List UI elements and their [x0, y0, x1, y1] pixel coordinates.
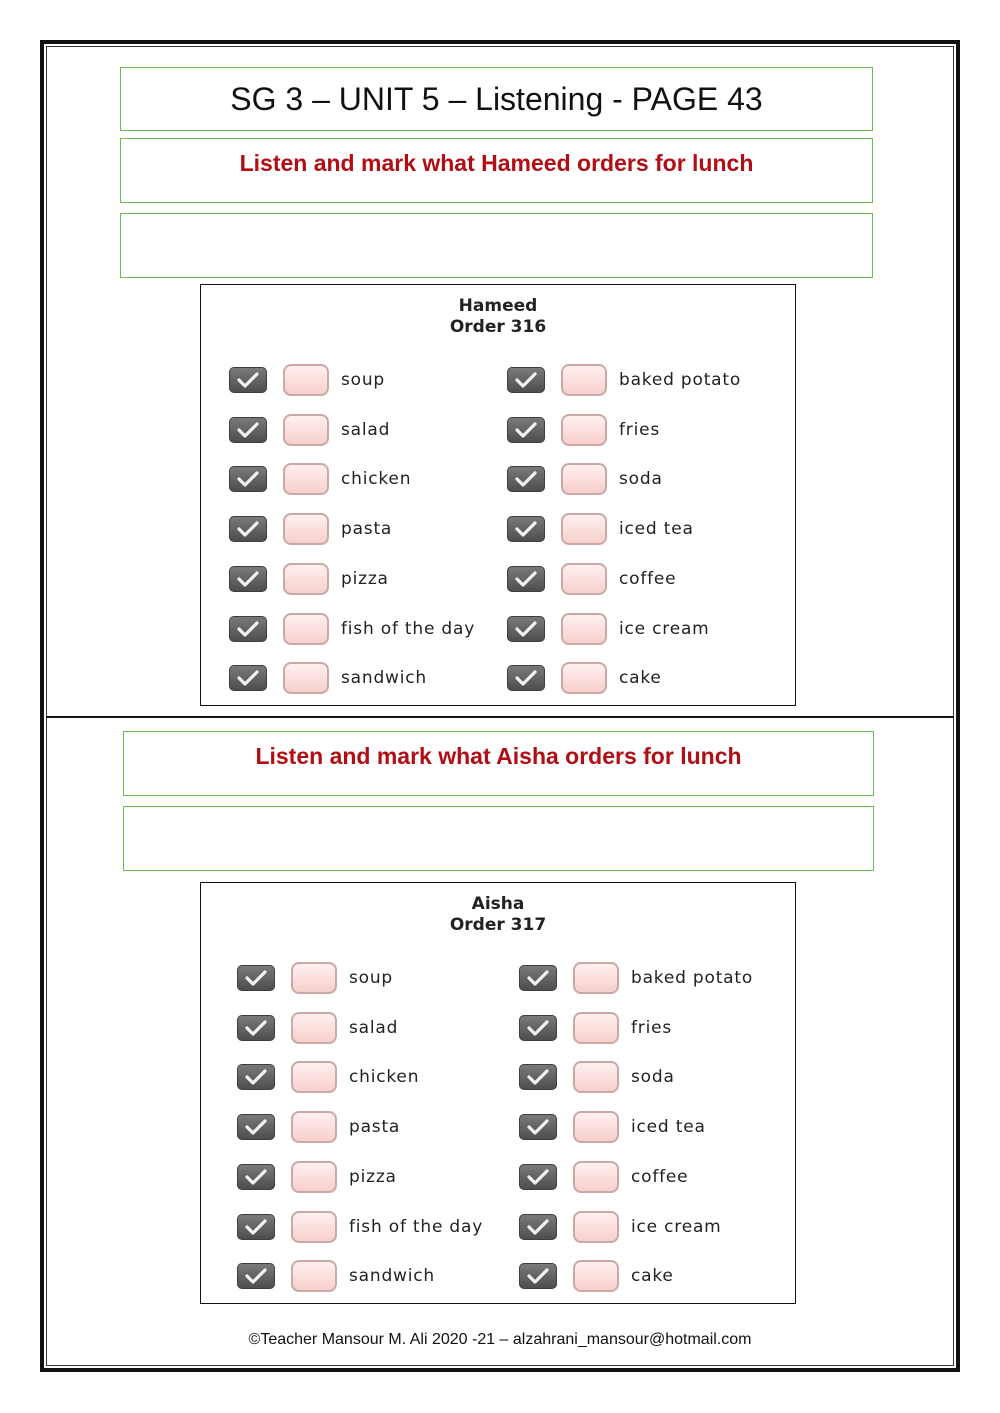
answer-box[interactable]	[291, 1111, 337, 1143]
food-item-label: pizza	[341, 568, 389, 589]
answer-box[interactable]	[561, 364, 607, 396]
check-button[interactable]	[237, 1214, 275, 1240]
section-divider	[46, 716, 954, 718]
answer-box[interactable]	[291, 962, 337, 994]
instruction-box-aisha	[123, 731, 874, 796]
answer-box[interactable]	[573, 1111, 619, 1143]
answer-box[interactable]	[561, 414, 607, 446]
customer-name: Hameed	[458, 296, 538, 316]
food-option-row	[229, 612, 475, 646]
checkmark-icon	[526, 969, 550, 987]
food-option-row	[237, 1110, 400, 1144]
food-item-label: salad	[341, 419, 391, 440]
answer-box[interactable]	[573, 962, 619, 994]
food-option-row	[507, 413, 660, 447]
check-button[interactable]	[229, 466, 267, 492]
check-button[interactable]	[237, 1064, 275, 1090]
checkmark-icon	[526, 1019, 550, 1037]
food-item-label: soda	[631, 1067, 675, 1088]
instruction-aisha: Listen and mark what Aisha orders for lunch	[255, 743, 742, 769]
check-button[interactable]	[519, 1015, 557, 1041]
answer-box[interactable]	[283, 662, 329, 694]
food-item-label: baked potato	[619, 370, 742, 390]
food-option-row	[229, 512, 392, 546]
check-button[interactable]	[229, 665, 267, 691]
food-option-row	[229, 562, 389, 596]
answer-box[interactable]	[291, 1260, 337, 1292]
answer-box[interactable]	[573, 1211, 619, 1243]
answer-box[interactable]	[291, 1211, 337, 1243]
answer-box[interactable]	[573, 1061, 619, 1093]
check-button[interactable]	[507, 665, 545, 691]
answer-box[interactable]	[291, 1012, 337, 1044]
food-option-row	[237, 1210, 483, 1244]
food-item-label: cake	[631, 1266, 674, 1287]
food-option-row	[507, 363, 741, 397]
checkmark-icon	[236, 520, 260, 538]
order-number: Order 316	[449, 317, 547, 337]
check-button[interactable]	[519, 1263, 557, 1289]
food-item-label: coffee	[631, 1166, 689, 1187]
checkmark-icon	[514, 620, 538, 638]
food-item-label: chicken	[349, 1067, 420, 1088]
food-option-row	[519, 1210, 722, 1244]
answer-drop-box-aisha[interactable]	[123, 806, 874, 871]
order-card-header	[201, 296, 795, 338]
answer-box[interactable]	[561, 613, 607, 645]
food-option-row	[507, 661, 662, 695]
food-item-label: coffee	[619, 568, 677, 589]
page-title: SG 3 – UNIT 5 – Listening - PAGE 43	[230, 80, 763, 117]
food-option-row	[237, 1160, 397, 1194]
food-option-row	[507, 612, 710, 646]
food-item-label: fries	[619, 419, 661, 440]
answer-drop-box-hameed[interactable]	[120, 213, 873, 278]
food-item-label: baked potato	[631, 968, 754, 988]
check-button[interactable]	[507, 616, 545, 642]
food-option-row	[237, 961, 393, 995]
checkmark-icon	[236, 570, 260, 588]
food-item-label: cake	[619, 668, 662, 689]
food-item-label: soup	[349, 968, 394, 988]
check-button[interactable]	[237, 1164, 275, 1190]
order-card-header	[201, 894, 795, 936]
food-option-row	[237, 1259, 435, 1293]
food-item-label: iced tea	[631, 1117, 706, 1138]
food-item-label: ice cream	[631, 1216, 722, 1237]
checkmark-icon	[514, 570, 538, 588]
food-option-row	[229, 363, 385, 397]
instruction-hameed: Listen and mark what Hameed orders for lunch	[239, 150, 754, 176]
checkmark-icon	[244, 969, 268, 987]
food-item-label: iced tea	[619, 519, 694, 540]
answer-box[interactable]	[573, 1161, 619, 1193]
answer-box[interactable]	[283, 563, 329, 595]
food-option-row	[519, 1160, 688, 1194]
check-button[interactable]	[507, 516, 545, 542]
check-button[interactable]	[229, 566, 267, 592]
check-button[interactable]	[237, 965, 275, 991]
food-item-label: pizza	[349, 1166, 397, 1187]
food-item-label: fries	[631, 1017, 673, 1038]
check-button[interactable]	[519, 1164, 557, 1190]
footer-credit: ©Teacher Mansour M. Ali 2020 -21 – alzahrani_mansour@hotmail.com	[248, 1331, 752, 1348]
checkmark-icon	[236, 421, 260, 439]
food-option-row	[229, 462, 411, 496]
food-option-row	[237, 1060, 419, 1094]
checkmark-icon	[514, 520, 538, 538]
answer-box[interactable]	[283, 414, 329, 446]
check-button[interactable]	[519, 1114, 557, 1140]
check-button[interactable]	[237, 1263, 275, 1289]
answer-box[interactable]	[283, 613, 329, 645]
check-button[interactable]	[229, 417, 267, 443]
check-button[interactable]	[507, 367, 545, 393]
food-option-row	[507, 462, 663, 496]
food-item-label: sandwich	[349, 1266, 435, 1287]
food-item-label: fish of the day	[349, 1216, 484, 1237]
answer-box[interactable]	[561, 463, 607, 495]
food-option-row	[507, 562, 676, 596]
answer-box[interactable]	[561, 563, 607, 595]
food-item-label: pasta	[349, 1117, 401, 1138]
checkmark-icon	[526, 1218, 550, 1236]
check-button[interactable]	[519, 1214, 557, 1240]
checkmark-icon	[514, 421, 538, 439]
food-option-row	[237, 1011, 398, 1045]
checkmark-icon	[514, 470, 538, 488]
food-option-row	[229, 661, 427, 695]
checkmark-icon	[244, 1267, 268, 1285]
checkmark-icon	[236, 669, 260, 687]
checkmark-icon	[526, 1068, 550, 1086]
checkmark-icon	[244, 1118, 268, 1136]
check-button[interactable]	[519, 1064, 557, 1090]
food-option-row	[519, 1011, 672, 1045]
checkmark-icon	[244, 1168, 268, 1186]
answer-box[interactable]	[573, 1012, 619, 1044]
answer-box[interactable]	[573, 1260, 619, 1292]
checkmark-icon	[514, 669, 538, 687]
checkmark-icon	[236, 371, 260, 389]
answer-box[interactable]	[561, 662, 607, 694]
order-card-hameed	[200, 284, 796, 706]
check-button[interactable]	[507, 417, 545, 443]
check-button[interactable]	[519, 965, 557, 991]
food-item-label: fish of the day	[341, 618, 476, 639]
check-button[interactable]	[237, 1015, 275, 1041]
checkmark-icon	[526, 1118, 550, 1136]
checkmark-icon	[244, 1218, 268, 1236]
food-item-label: ice cream	[619, 618, 710, 639]
check-button[interactable]	[507, 566, 545, 592]
answer-box[interactable]	[283, 463, 329, 495]
check-button[interactable]	[229, 616, 267, 642]
answer-box[interactable]	[561, 513, 607, 545]
check-button[interactable]	[237, 1114, 275, 1140]
food-item-label: soup	[341, 370, 386, 390]
food-option-row	[519, 1259, 674, 1293]
order-number: Order 317	[449, 915, 547, 935]
food-item-label: sandwich	[341, 668, 427, 689]
checkmark-icon	[244, 1019, 268, 1037]
food-option-row	[507, 512, 694, 546]
food-item-label: chicken	[341, 469, 412, 490]
order-card-aisha	[200, 882, 796, 1304]
food-option-row	[229, 413, 390, 447]
food-item-label: pasta	[341, 519, 393, 540]
answer-box[interactable]	[291, 1061, 337, 1093]
instruction-box-hameed	[120, 138, 873, 203]
customer-name: Aisha	[471, 894, 525, 914]
food-option-row	[519, 1060, 675, 1094]
checkmark-icon	[514, 371, 538, 389]
answer-box[interactable]	[283, 513, 329, 545]
check-button[interactable]	[229, 367, 267, 393]
answer-box[interactable]	[283, 364, 329, 396]
food-option-row	[519, 1110, 706, 1144]
food-item-label: salad	[349, 1017, 399, 1038]
food-item-label: soda	[619, 469, 663, 490]
answer-box[interactable]	[291, 1161, 337, 1193]
checkmark-icon	[526, 1267, 550, 1285]
title-box	[120, 67, 873, 131]
check-button[interactable]	[229, 516, 267, 542]
check-button[interactable]	[507, 466, 545, 492]
checkmark-icon	[244, 1068, 268, 1086]
food-option-row	[519, 961, 753, 995]
checkmark-icon	[236, 470, 260, 488]
checkmark-icon	[236, 620, 260, 638]
checkmark-icon	[526, 1168, 550, 1186]
